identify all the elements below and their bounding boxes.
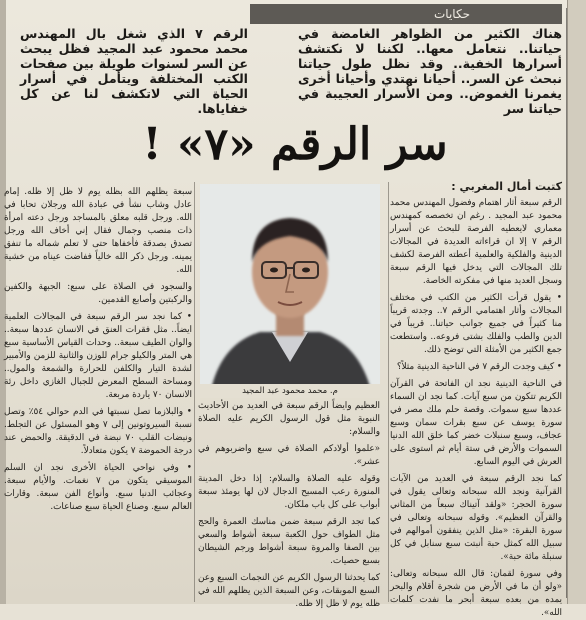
article-column-left [4,186,192,604]
paragraph: كما نجد الرقم سبعة في العديد من الآيات القرآنية ونجد الله سبحانه وتعالى يقول في سورة الحجر: «ولقد آتيناك سبعاً من المثاني والقرآن العظيم». وقوله سبحانه وتعالى في سورة البقرة: «مثل الذين ينفقون أموالهم في سبيل الله كمثل حبة أنبتت سبع سنابل في كل سنبلة مائة حبة». [390,474,562,562]
portrait-image [200,184,380,394]
paragraph: • وفي نواحي الحياة الأخرى نجد ان السلم الموسيقي يتكون من ٧ نغمات. والأيام سبعة. وعجائب الدنيا سبع. وأنواع الفن سبعة. وقارات العالم سبع. وصناع الحياة سبع صناعات. [4,463,192,512]
paragraph: وقوله عليه الصلاة والسلام: إذا دخل المدينة المنورة رعب المسيح الدجال لان لها يومئذ سبعة أبواب على كل باب ملكان. [198,474,380,510]
paragraph: • كما نجد سر الرقم سبعة في المجالات العلمية ايضاً.. مثل فقرات العنق في الانسان عددها سبعة.. والوان الطيف سبعة.. وحدات القياس الأساسية سبع هي المتر والكيلو جرام للوزن والثانية للزمن والأمبير لشدة التيار والكلفن للحرارة والشمعة والمول.. ومساحة السطح المعرض للجبال الغازي داخل رئة الانسان ٧٠ ياردة مربعة. [4,312,192,400]
article-column-middle [198,400,380,609]
paragraph: وفي سورة لقمان: قال الله سبحانه وتعالى: «ولو أن ما في الأرض من شجرة أقلام والبحر يمده من بعده سبعة أبحر ما نفدت كلمات الله». [390,569,562,618]
paragraph: كما يحدثنا الرسول الكريم عن النجمات السبع وعن السبع الموبقات، وعن السبعة الذين يظلهم الله في ظله يوم لا ظل إلا ظله. [198,573,380,609]
photo-caption: م. محمد محمود عبد المجيد [200,384,380,398]
byline: كتبت أمال المغربي : [451,180,562,193]
paragraph: سبعة يظلهم الله بظله يوم لا ظل إلا ظله. إمام عادل وشاب نشأ في عبادة الله ورجلان تحابا في الله. ورجل قلبه معلق بالمساجد ورجل دعته امرأة ذات منصب وجمال فقال إني أخاف الله ورجل تصدق بصدقة فأخفاها حتى لا تعلم شماله ما تنفق يمينه. ورجل ذكر الله خالياً ففاضت عيناه من خشية الله. [4,187,192,275]
article-column-right [390,180,562,618]
paragraph: والسجود في الصلاة على سبع: الجبهة والكفين والركبتين وأصابع القدمين. [4,282,192,305]
adjacent-page-strip [567,0,586,604]
paragraph: في الناحية الدينية نجد ان الفاتحة في القرآن الكريم تتكون من سبع آيات. كما نجد ان السماء عددها سبع سموات. وقصة حلم ملك مصر في سورة يوسف عن سبع بقرات سمان وسبع عجاف، وسبع سنبلات خضر كما خلق الله الدنيا السموات والأرض في ستة أيام ثم استوى على العرش في اليوم السابع. [390,379,562,467]
paragraph: كما تجد الرقم سبعة ضمن مناسك العمرة والحج مثل الطواف حول الكعبة سبعة أشواط والسعي بين الصفا والمروة سبعة أشواط ورجم الشيطان بسبع حصيات. [198,517,380,566]
paragraph: العظيم وايضاً الرقم سبعة في العديد من الأحاديث النبوية مثل قول الرسول الكريم عليه الصلاة والسلام: [198,401,380,437]
portrait-photo [200,184,380,394]
headline: سر الرقم «٧» ! [142,119,448,170]
paragraph: الرقم سبعة أثار اهتمام وفضول المهندس محمد محمود عبد المجيد . رغم ان تخصصه كمهندس معماري لايعطيه الفرصة للبحث عن أسرار الرقم ٧ إلا ان قراءاته العديدة في المجالات الدينية والفلكية والعلمية أعطته الفرصة لكشف تلك المجالات التي يدخل فيها الرقم سبعة وسجل العديد منها في مفكرته الخاصة. [390,198,562,286]
intro-deck-left: الرقم ٧ الذي شغل بال المهندس محمد محمود عبد المجيد فظل يبحث عن السر لسنوات طويلة بين صفحات الكتب المختلفة ويتأمل في أسرار الحياة التي لاتكشف لنا عن كل خفاياها. [20,26,248,116]
paragraph: • يقول قرأت الكثير من الكتب في مختلف المجالات وأثار اهتمامي الرقم ٧.. وجدته قريباً منا كثيراً في جميع جوانب حياتنا.. قريباً في الدين والطب والفلك بشتى فروعه.. واستطعت جمع الكثير من الأمثلة التي توضح ذلك. [390,293,562,355]
section-banner [250,4,562,24]
paragraph: • والبلازما تصل نسبتها في الدم حوالي ٥٤٪ وتصل نسبة السيروتونين إلى ٧ وهو المسئول عن التجلط. ونبضات القلب ٧٠ نبضة في الدقيقة. والحمض عند درجة الحموضة ٧ يكون متعادلاً. [4,407,192,456]
intro-deck-right: هناك الكثير من الظواهر الغامضة في حياتنا.. نتعامل معها.. لكننا لا نكتشف أسرارها الخفية.. وقد نظل طول حياتنا نبحث عن السر.. أحيانا نهتدي وأحيانا أخرى يغمرنا الغموض.. ومن الأسرار العجيبة في حياتنا سر [298,26,562,116]
column-rule-left [194,182,195,602]
paragraph: «علموا أولادكم الصلاة في سبع واضربوهم في عشر». [198,444,380,467]
section-label: حكايات [434,7,470,21]
column-rule-right [388,182,389,602]
paragraph: • كيف وجدت الرقم ٧ في الناحية الدينية مثلاً؟ [396,362,562,372]
